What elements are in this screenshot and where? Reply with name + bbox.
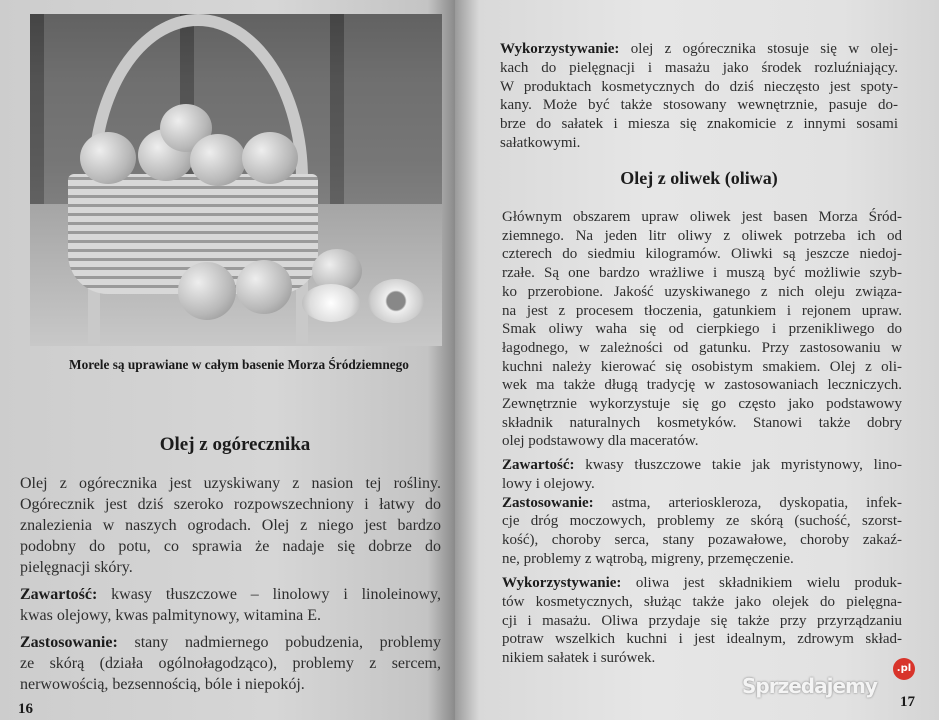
paragraph-label: Wykorzystywanie:	[500, 41, 620, 57]
text-line: na jest z procesem tłoczenia, gatunkiem i rejonem upraw.	[502, 302, 902, 319]
text-line: Zastosowanie: astma, arterioskleroza, dyskopatia, infek-	[502, 494, 902, 511]
text-line: kuchni należy kierować się osobistym smakiem. Olej z oli-	[502, 358, 902, 375]
text-line: nikiem sałatek i surówek.	[502, 650, 656, 667]
right-intro-text	[500, 40, 898, 153]
paragraph	[20, 632, 441, 695]
text-line: cje dróg moczowych, problemy ze skórą (suchość, szorst-	[502, 513, 902, 530]
paragraph-label: Zawartość:	[20, 586, 98, 603]
text-line: Ogórecznik jest dziś szeroko rozpowszechniony i łatwy do	[20, 496, 441, 513]
text-line: Zastosowanie: stany nadmiernego pobudzenia, problemy	[20, 634, 441, 651]
text-line: nerwowością, bezsennością, bóle i niepokój.	[20, 676, 305, 693]
text-line: Wykorzystywanie: olej z ogórecznika stosuje się w olej-	[500, 41, 898, 57]
apricot	[178, 262, 236, 320]
text-line: Smak oliwy waha się od cierpkiego i przenikliwego do	[502, 321, 902, 338]
text-line: składnik naturalnych kosmetyków. Stanowi także dobry	[502, 414, 902, 431]
page-number: 17	[900, 694, 915, 710]
text-line: kany. Może być także stosowany wewnętrznie, pasuje do-	[500, 97, 898, 114]
text-line: Olej z ogórecznika jest uzyskiwany z nasion tej rośliny.	[20, 475, 441, 492]
text-line: kwas olejowy, kwas palmitynowy, witamina E.	[20, 607, 321, 624]
text-line: kach do pielęgnacji i masażu jako środek rozluźniający.	[500, 59, 898, 76]
text-line: ne, problemy z wątrobą, migreny, przemęczenie.	[502, 550, 794, 567]
text-line: olej podstawowy dla maceratów.	[502, 433, 699, 450]
text-line: Wykorzystywanie: oliwa jest składnikiem wielu produk-	[502, 575, 902, 592]
apricot	[236, 260, 292, 314]
section-heading: Olej z oliwek (oliwa)	[620, 168, 778, 188]
apricot-half	[302, 284, 360, 322]
paragraph	[502, 574, 902, 668]
text-line: czterech do siedmiu kilogramów. Oliwki są jeszcze niedoj-	[502, 246, 902, 263]
paragraph-label: Zawartość:	[502, 457, 575, 474]
paragraph-label: Wykorzystywanie:	[502, 575, 622, 592]
text-line: potraw wszelkich kuchni i jest idealnym, zdrowym skład-	[502, 631, 902, 648]
text-line: podobny do potu, co sprawia że nadaje się dobrze do	[20, 538, 441, 555]
text-line: brze do sałatek i miesza się znakomicie z innymi sosami	[500, 116, 898, 133]
text-line: wek ma także długą tradycję w zastosowaniach leczniczych.	[502, 377, 902, 394]
text-line: Głównym obszarem upraw oliwek jest basen Morza Śród-	[502, 209, 902, 225]
text-line: ze skórą (działa ogólnołagodząco), problemy z sercem,	[20, 655, 441, 672]
page-number: 16	[18, 701, 33, 717]
text-line: ziemnego. Na jeden litr oliwy z oliwek potrzeba ich od	[502, 227, 902, 244]
paragraph-label: Zastosowanie:	[502, 494, 594, 511]
paragraph	[500, 40, 898, 153]
text-line: łagodnego, w zależności od gatunku. Przy zastosowaniu w	[502, 339, 902, 356]
text-line: znalezienia w naszych ogrodach. Olej z niego jest bardzo	[20, 517, 441, 534]
photo-caption: Morele są uprawiane w całym basenie Morza Śródziemnego	[69, 357, 409, 372]
paragraph	[502, 494, 902, 569]
watermark: Sprzedajemy	[742, 674, 877, 698]
text-line: Zawartość: kwasy tłuszczowe – linolowy i linoleinowy,	[20, 586, 441, 603]
text-line: lowy i olejowy.	[502, 475, 595, 492]
paragraph	[502, 208, 902, 451]
text-line: sałatkowymi.	[500, 134, 581, 151]
left-page	[0, 0, 455, 720]
text-line: pielęgnacji skóry.	[20, 559, 133, 576]
text-line: Zewnętrznie wykorzystuje się go często jako podstawowy	[502, 396, 902, 413]
apricot-half-with-pit	[368, 279, 424, 323]
left-body-text	[20, 473, 441, 695]
text-line: tów kosmetycznych, służąc także jako olejek do pielęgna-	[502, 594, 902, 611]
apricot	[242, 132, 298, 184]
right-body-text	[502, 208, 902, 668]
apricot-basket-photo	[30, 14, 442, 346]
paragraph	[20, 473, 441, 578]
apricot	[80, 132, 136, 184]
text-line: Zawartość: kwasy tłuszczowe takie jak myristynowy, lino-	[502, 457, 902, 474]
paragraph-label: Zastosowanie:	[20, 634, 118, 651]
section-heading: Olej z ogórecznika	[159, 434, 311, 455]
text-line: kość), choroby serca, stany pozawałowe, choroby zakaź-	[502, 531, 902, 548]
text-line: ko przerobione. Jakość uzyskiwanego z nich oleju związa-	[502, 283, 902, 300]
apricot	[190, 134, 246, 186]
text-line: rzałe. Są one bardzo wrażliwe i muszą być możliwie szyb-	[502, 265, 902, 282]
paragraph	[20, 584, 441, 626]
text-line: W produktach kosmetycznych do dziś nieczęsto jest spoty-	[500, 78, 898, 95]
watermark-badge: .pl	[893, 658, 915, 680]
paragraph	[502, 456, 902, 493]
text-line: cji i masażu. Oliwa przydaje się także przy przyrządzaniu	[502, 612, 902, 629]
